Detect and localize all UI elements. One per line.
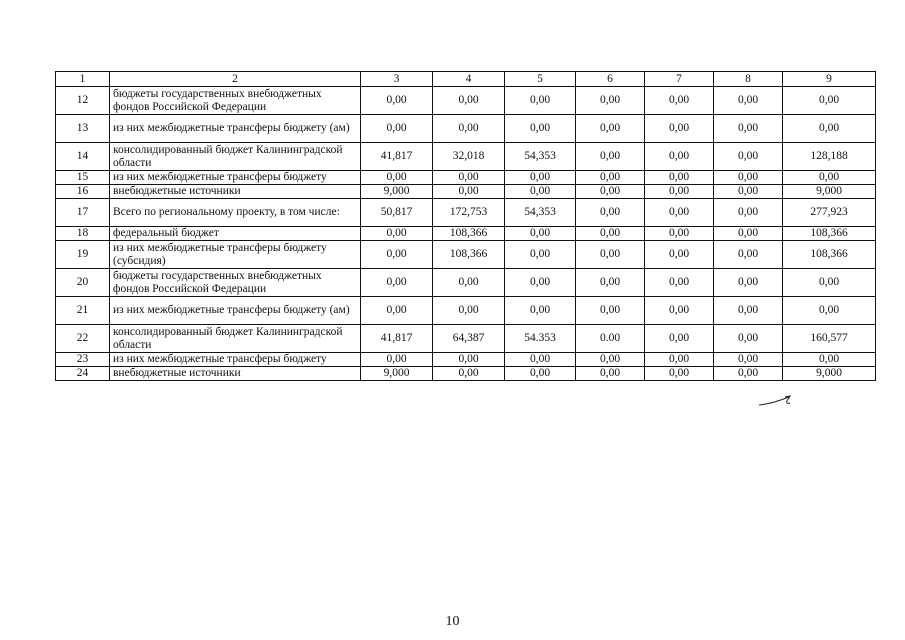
value-cell: 0,00 [714, 241, 783, 269]
table-row [56, 199, 876, 227]
value-cell: 0,00 [645, 115, 714, 143]
value-cell: 9,000 [783, 367, 876, 381]
value-cell: 0,00 [361, 227, 433, 241]
value-cell: 0,00 [576, 227, 645, 241]
value-cell: 41,817 [361, 325, 433, 353]
table-row [56, 325, 876, 353]
table-row [56, 115, 876, 143]
row-description-cell: консолидированный бюджет Калининградской области [110, 325, 361, 353]
value-cell: 0,00 [576, 143, 645, 171]
value-cell: 0,00 [714, 87, 783, 115]
row-description-cell: Всего по региональному проекту, в том числе: [110, 199, 361, 227]
header-cell: 7 [645, 72, 714, 87]
value-cell: 0,00 [576, 297, 645, 325]
value-cell: 0,00 [714, 115, 783, 143]
value-cell: 9,000 [361, 367, 433, 381]
row-description-cell: из них межбюджетные трансферы бюджету [110, 171, 361, 185]
value-cell: 0,00 [645, 171, 714, 185]
row-description-cell: бюджеты государственных внебюджетных фондов Российской Федерации [110, 269, 361, 297]
value-cell: 0,00 [505, 269, 576, 297]
value-cell: 0,00 [576, 353, 645, 367]
page-number: 10 [445, 614, 460, 629]
value-cell: 0,00 [783, 353, 876, 367]
value-cell: 0,00 [361, 269, 433, 297]
value-cell: 108,366 [783, 227, 876, 241]
value-cell: 0,00 [645, 297, 714, 325]
row-number-cell: 20 [56, 269, 110, 297]
value-cell: 0,00 [576, 241, 645, 269]
value-cell: 0,00 [783, 115, 876, 143]
row-number-cell: 23 [56, 353, 110, 367]
table-row [56, 297, 876, 325]
value-cell: 108,366 [433, 241, 505, 269]
value-cell: 0,00 [714, 143, 783, 171]
value-cell: 0,00 [361, 297, 433, 325]
value-cell: 0,00 [505, 297, 576, 325]
value-cell: 0,00 [433, 269, 505, 297]
value-cell: 54,353 [505, 199, 576, 227]
row-description-cell: из них межбюджетные трансферы бюджету (ам) [110, 115, 361, 143]
header-cell: 6 [576, 72, 645, 87]
value-cell: 0,00 [361, 171, 433, 185]
header-cell: 5 [505, 72, 576, 87]
value-cell: 0,00 [645, 185, 714, 199]
value-cell: 0,00 [361, 115, 433, 143]
table-row [56, 241, 876, 269]
value-cell: 0,00 [645, 353, 714, 367]
value-cell: 0,00 [714, 171, 783, 185]
value-cell: 0,00 [645, 241, 714, 269]
value-cell: 0,00 [505, 353, 576, 367]
table-row [56, 353, 876, 367]
header-cell: 9 [783, 72, 876, 87]
value-cell: 0,00 [505, 87, 576, 115]
value-cell: 0,00 [714, 269, 783, 297]
row-number-cell: 18 [56, 227, 110, 241]
value-cell: 0,00 [645, 87, 714, 115]
value-cell: 0,00 [361, 241, 433, 269]
value-cell: 0,00 [505, 115, 576, 143]
value-cell: 32,018 [433, 143, 505, 171]
value-cell: 160,577 [783, 325, 876, 353]
value-cell: 0,00 [714, 227, 783, 241]
value-cell: 0,00 [433, 367, 505, 381]
value-cell: 0,00 [576, 269, 645, 297]
row-description-cell: внебюджетные источники [110, 367, 361, 381]
value-cell: 108,366 [783, 241, 876, 269]
row-description-cell: из них межбюджетные трансферы бюджету (субсидия) [110, 241, 361, 269]
value-cell: 0,00 [505, 227, 576, 241]
value-cell: 54.353 [505, 325, 576, 353]
value-cell: 0,00 [645, 269, 714, 297]
row-description-cell: из них межбюджетные трансферы бюджету (ам) [110, 297, 361, 325]
value-cell: 0,00 [576, 171, 645, 185]
value-cell: 128,188 [783, 143, 876, 171]
value-cell: 0,00 [433, 171, 505, 185]
value-cell: 0,00 [433, 115, 505, 143]
value-cell: 0,00 [576, 115, 645, 143]
table-row [56, 171, 876, 185]
row-description-cell: внебюджетные источники [110, 185, 361, 199]
row-number-cell: 13 [56, 115, 110, 143]
value-cell: 0,00 [576, 367, 645, 381]
value-cell: 0,00 [783, 297, 876, 325]
header-cell: 2 [110, 72, 361, 87]
row-description-cell: бюджеты государственных внебюджетных фондов Российской Федерации [110, 87, 361, 115]
value-cell: 41,817 [361, 143, 433, 171]
header-cell: 3 [361, 72, 433, 87]
value-cell: 50,817 [361, 199, 433, 227]
value-cell: 277,923 [783, 199, 876, 227]
value-cell: 0,00 [645, 143, 714, 171]
value-cell: 0,00 [505, 171, 576, 185]
value-cell: 0,00 [645, 325, 714, 353]
value-cell: 0,00 [645, 199, 714, 227]
row-number-cell: 19 [56, 241, 110, 269]
table-row [56, 185, 876, 199]
value-cell: 0,00 [645, 367, 714, 381]
value-cell: 0,00 [505, 241, 576, 269]
table-row [56, 367, 876, 381]
row-number-cell: 12 [56, 87, 110, 115]
row-number-cell: 15 [56, 171, 110, 185]
value-cell: 0,00 [783, 87, 876, 115]
header-cell: 1 [56, 72, 110, 87]
table-header-row [56, 72, 876, 87]
row-number-cell: 22 [56, 325, 110, 353]
header-cell: 8 [714, 72, 783, 87]
value-cell: 0,00 [783, 269, 876, 297]
row-number-cell: 17 [56, 199, 110, 227]
value-cell: 0,00 [714, 367, 783, 381]
value-cell: 0,00 [576, 199, 645, 227]
value-cell: 0,00 [714, 199, 783, 227]
value-cell: 0,00 [361, 87, 433, 115]
header-cell: 4 [433, 72, 505, 87]
table-row [56, 227, 876, 241]
table-row [56, 143, 876, 171]
budget-table [55, 71, 876, 381]
value-cell: 0.00 [576, 325, 645, 353]
value-cell: 0,00 [714, 353, 783, 367]
value-cell: 108,366 [433, 227, 505, 241]
value-cell: 9,000 [361, 185, 433, 199]
table-row [56, 269, 876, 297]
value-cell: 9,000 [783, 185, 876, 199]
value-cell: 0,00 [576, 185, 645, 199]
value-cell: 54,353 [505, 143, 576, 171]
table-body [56, 87, 876, 381]
value-cell: 0,00 [433, 297, 505, 325]
value-cell: 0,00 [714, 325, 783, 353]
value-cell: 0,00 [433, 87, 505, 115]
value-cell: 0,00 [433, 353, 505, 367]
value-cell: 0,00 [505, 185, 576, 199]
value-cell: 0,00 [361, 353, 433, 367]
row-number-cell: 16 [56, 185, 110, 199]
row-number-cell: 24 [56, 367, 110, 381]
value-cell: 64,387 [433, 325, 505, 353]
row-description-cell: федеральный бюджет [110, 227, 361, 241]
row-description-cell: из них межбюджетные трансферы бюджету [110, 353, 361, 367]
value-cell: 0,00 [714, 185, 783, 199]
value-cell: 0,00 [714, 297, 783, 325]
value-cell: 0,00 [505, 367, 576, 381]
value-cell: 0,00 [783, 171, 876, 185]
value-cell: 0,00 [645, 227, 714, 241]
row-number-cell: 14 [56, 143, 110, 171]
value-cell: 172,753 [433, 199, 505, 227]
handwritten-check-mark-icon [757, 393, 797, 409]
row-number-cell: 21 [56, 297, 110, 325]
table-row [56, 87, 876, 115]
value-cell: 0,00 [576, 87, 645, 115]
row-description-cell: консолидированный бюджет Калининградской области [110, 143, 361, 171]
value-cell: 0,00 [433, 185, 505, 199]
